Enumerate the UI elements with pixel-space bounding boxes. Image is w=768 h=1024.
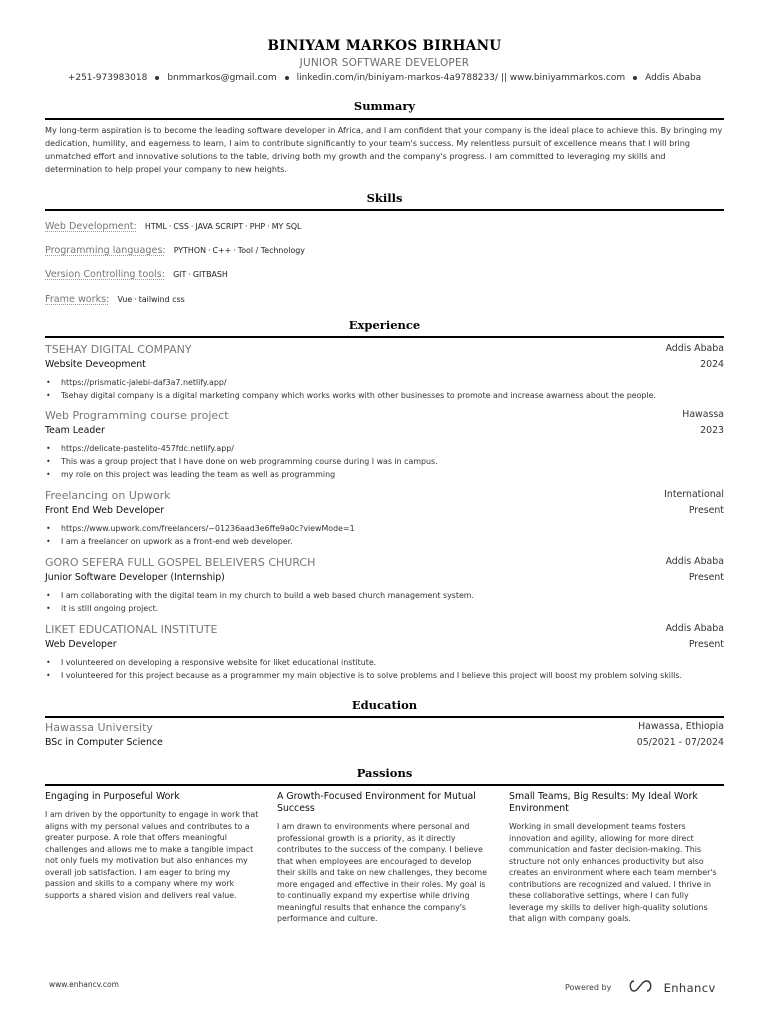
- passion-text: I am driven by the opportunity to engage in work that aligns with my personal values and contributes to a greater purpose. A role that offers meaningful challenges and allows me to make a tangible impact not only fuels my motivation but also enhances my overall job satisfaction. I am eager to bring my passion and skills to a company where my work supports a shared vision and delivers real value.: [45, 810, 259, 900]
- skill-row-programming: [45, 238, 305, 257]
- candidate-title: JUNIOR SOFTWARE DEVELOPER: [299, 57, 470, 69]
- section-divider: [45, 784, 724, 786]
- job-location: Addis Ababa: [665, 623, 724, 634]
- bullet-text: • it is still ongoing project.: [45, 602, 724, 615]
- footer-site-link[interactable]: www.enhancv.com: [49, 980, 119, 989]
- job-location: Hawassa: [682, 409, 724, 420]
- candidate-name: BINIYAM MARKOS BIRHANU: [267, 38, 502, 54]
- passion-title: A Growth-Focused Environment for Mutual Success: [277, 791, 476, 814]
- skill-row-version-control: [45, 262, 228, 281]
- phone-number: +251-973983018: [67, 73, 148, 83]
- section-divider: [45, 716, 724, 718]
- experience-heading: Experience: [348, 318, 421, 332]
- skill-row-web: [45, 214, 301, 233]
- job-role: Team Leader: [45, 425, 105, 436]
- job-date: 2024: [700, 359, 724, 370]
- skill-items: PYTHON · C++ · Tool / Technology: [173, 246, 305, 255]
- footer-brand: [565, 977, 716, 997]
- contact-line: [45, 73, 724, 83]
- passion-item: [509, 791, 724, 925]
- job-role: Front End Web Developer: [45, 505, 165, 516]
- bullet-text: • Tsehay digital company is a digital marketing company which works works with other businesses to promote and increase awarness about the people.: [45, 389, 724, 402]
- job-bullets: [45, 589, 724, 615]
- skill-row-frameworks: [45, 287, 185, 306]
- summary-text: My long-term aspiration is to become the leading software developer in Africa, and I am confident that your company is the ideal place to achieve this. By bringing my dedication, humility, and eagerness to learn, I aim to contribute significantly to your team's success. My relentless pursuit of excellence means that I will bring unmatched effort and innovative solutions to the table, driving both my growth and the company's progress. I am committed to leveraging my skills and determination to help propel your company to new heights.: [45, 125, 723, 174]
- passion-item: [45, 791, 260, 901]
- bullet-text: • This was a group project that I have done on web programming course during I was in campus.: [45, 455, 724, 468]
- section-divider: [45, 118, 724, 120]
- job-location: Addis Ababa: [665, 556, 724, 567]
- brand-name: Enhancv: [663, 980, 716, 995]
- section-divider: [45, 209, 724, 211]
- job-role: Website Deveopment: [45, 359, 146, 370]
- job-location: Addis Ababa: [665, 343, 724, 354]
- bullet-link[interactable]: • https://prismatic-jalebi-daf3a7.netlify.app/: [45, 376, 724, 389]
- email-link[interactable]: bnmmarkos@gmail.com: [167, 73, 277, 83]
- job-bullets: [45, 522, 724, 548]
- school-name: Hawassa University: [45, 721, 153, 734]
- summary-heading: Summary: [353, 99, 416, 113]
- job-date: 2023: [700, 425, 724, 436]
- skill-label: Frame works:: [45, 294, 110, 305]
- passion-item: [277, 791, 492, 925]
- education-date: 05/2021 - 07/2024: [636, 737, 724, 748]
- profile-links[interactable]: linkedin.com/in/biniyam-markos-4a9788233/ || www.biniyammarkos.com: [296, 73, 626, 83]
- powered-by-text: Powered by: [565, 983, 612, 992]
- company-name: GORO SEFERA FULL GOSPEL BELEIVERS CHURCH: [45, 556, 316, 569]
- job-date: Present: [688, 572, 724, 583]
- skill-items: HTML · CSS · JAVA SCRIPT · PHP · MY SQL: [144, 222, 302, 231]
- skill-items: Vue · tailwind css: [117, 295, 185, 304]
- location-text: Addis Ababa: [645, 73, 702, 83]
- job-bullets: [45, 656, 724, 682]
- job-bullets: [45, 442, 724, 481]
- job-role: Web Developer: [45, 639, 117, 650]
- skill-label: Web Development:: [45, 221, 137, 232]
- passion-title: Small Teams, Big Results: My Ideal Work Environment: [509, 791, 698, 814]
- job-bullets: [45, 376, 724, 402]
- passion-text: Working in small development teams fosters innovation and agility, allowing for more direct communication and faster decision-making. This structure not only enhances productivity but also creates an environment where each team member's contributions are recognized and valued. I thrive in these collaborative settings, where I can fully leverage my skills to deliver high-quality solutions that align with company goals.: [509, 822, 717, 923]
- bullet-text: • I volunteered for this project because as a programmer my main objective is to solve problems and I believe this project will boost my problem solving skills.: [45, 669, 724, 682]
- job-role: Junior Software Developer (Internship): [45, 572, 225, 583]
- bullet-link[interactable]: • https://www.upwork.com/freelancers/~01236aad3e6ffe9a0c?viewMode=1: [45, 522, 724, 535]
- skill-items: GIT · GITBASH: [173, 270, 228, 279]
- degree-name: BSc in Computer Science: [45, 737, 163, 748]
- job-date: Present: [688, 505, 724, 516]
- bullet-text: • my role on this project was leading the team as well as programming: [45, 468, 724, 481]
- passion-title: Engaging in Purposeful Work: [45, 791, 180, 802]
- bullet-text: • I am collaborating with the digital team in my church to build a web based church management system.: [45, 589, 724, 602]
- skill-label: Programming languages:: [45, 245, 166, 256]
- job-date: Present: [688, 639, 724, 650]
- bullet-text: • I am a freelancer on upwork as a front-end web developer.: [45, 535, 724, 548]
- section-divider: [45, 336, 724, 338]
- bullet-dot-icon: [285, 76, 289, 80]
- company-name: Web Programming course project: [45, 409, 229, 422]
- job-location: International: [664, 489, 724, 500]
- company-name: Freelancing on Upwork: [45, 489, 171, 502]
- bullet-dot-icon: [155, 76, 159, 80]
- bullet-text: • I volunteered on developing a responsive website for liket educational institute.: [45, 656, 724, 669]
- enhancv-logo-icon: [628, 978, 654, 997]
- company-name: LIKET EDUCATIONAL INSTITUTE: [45, 623, 218, 636]
- company-name: TSEHAY DIGITAL COMPANY: [45, 343, 192, 356]
- skill-label: Version Controlling tools:: [45, 269, 165, 280]
- skills-heading: Skills: [366, 191, 403, 205]
- passions-heading: Passions: [356, 766, 413, 780]
- bullet-dot-icon: [633, 76, 637, 80]
- education-heading: Education: [351, 698, 418, 712]
- school-location: Hawassa, Ethiopia: [638, 721, 724, 732]
- passion-text: I am drawn to environments where personal and professional growth is a priority, as it directly contributes to the success of the company. I believe that when employees are encouraged to develop their skills and take on new challenges, they become more engaged and effective in their roles. My goal is to continually expand my expertise while driving meaningful results that enhance the company's performance and culture.: [277, 822, 487, 923]
- bullet-link[interactable]: • https://delicate-pastelito-457fdc.netlify.app/: [45, 442, 724, 455]
